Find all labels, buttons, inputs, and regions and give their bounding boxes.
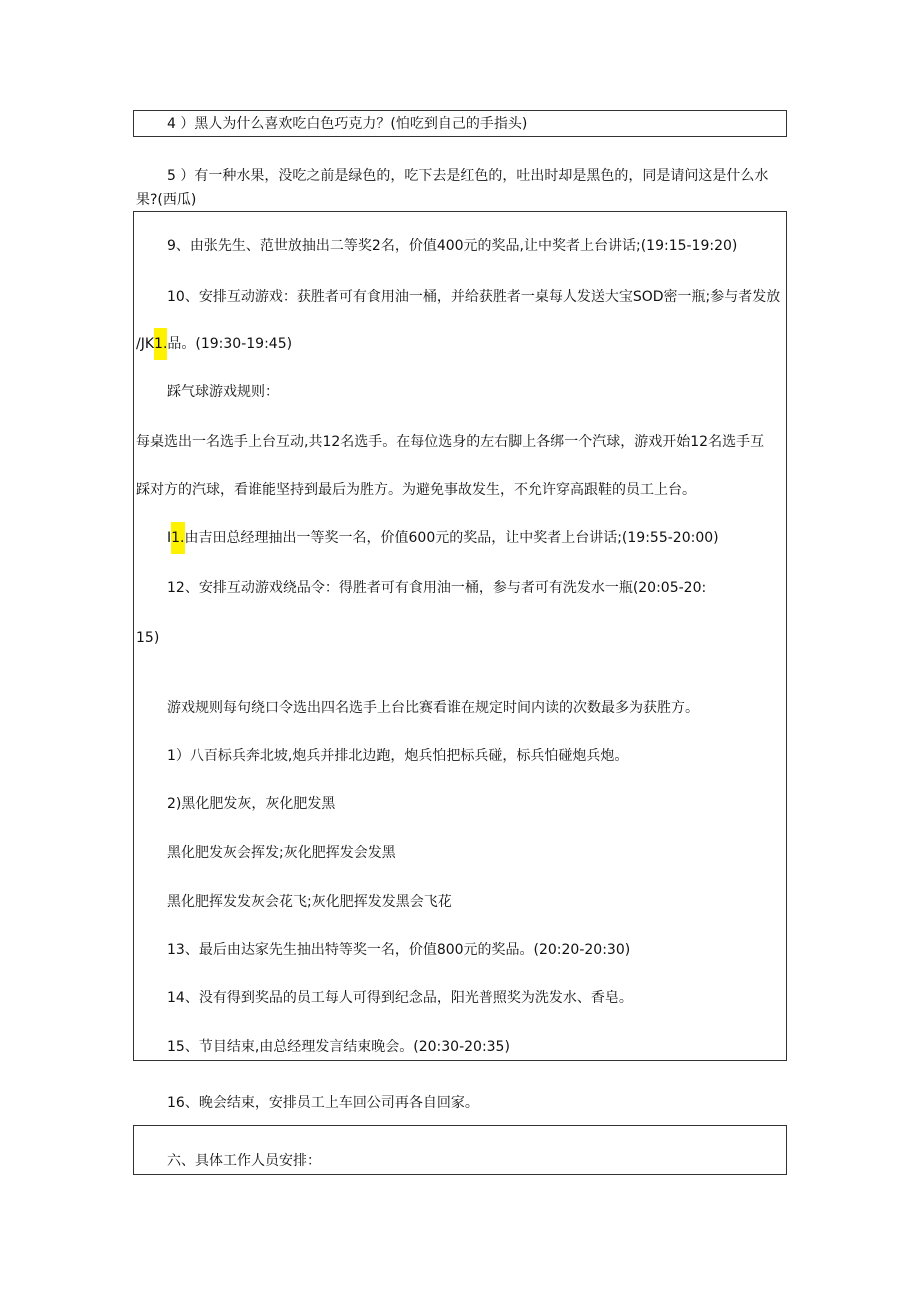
p11 (167, 528, 719, 548)
rules-line1: 每桌选出一名选手上台互动,共12名选手。在每位选身的左右脚上各绑一个汽球，游戏开始12名选手互 (136, 434, 765, 450)
item5-line2: 果?(西瓜) (136, 192, 197, 208)
tongue-twister-1: 1）八百标兵奔北坡,炮兵并排北边跑，炮兵怕把标兵碰，标兵怕碰炮兵炮。 (167, 748, 629, 764)
rules-line2: 踩对方的汽球，看谁能坚持到最后为胜方。为避免事故发生，不允许穿高跟鞋的员工上台。 (136, 482, 696, 498)
p9: 9、由张先生、范世放抽出二等奖2名，价值400元的奖品,让中奖者上台讲话;(19:15-19:20) (167, 238, 738, 254)
highlight-mark: 1. (171, 522, 184, 554)
p10-line2-suffix: 品。(19:30-19:45) (167, 336, 293, 352)
highlight-mark: 1. (154, 328, 167, 360)
p14: 14、没有得到奖品的员工每人可得到纪念品，阳光普照奖为洗发水、香皂。 (167, 990, 633, 1006)
tongue-twister-2c: 黑化肥挥发发灰会花飞;灰化肥挥发发黑会飞花 (167, 894, 452, 910)
p10-line2 (136, 334, 292, 354)
p16: 16、晚会结束，安排员工上车回公司再各自回家。 (167, 1095, 479, 1111)
p12-line2: 15) (136, 630, 160, 646)
game-rules: 游戏规则每句绕口令选出四名选手上台比赛看谁在规定时间内读的次数最多为获胜方。 (167, 700, 699, 716)
p15: 15、节目结束,由总经理发言结束晚会。(20:30-20:35) (167, 1039, 510, 1055)
p11-prefix: I (167, 530, 172, 546)
p12-line1: 12、安排互动游戏绕品令：得胜者可有食用油一桶，参与者可有洗发水一瓶(20:05-20: (167, 580, 707, 596)
item5-line1: 5 ）有一种水果，没吃之前是绿色的，吃下去是红色的，吐出时却是黑色的，同是请问这是什么水 (167, 168, 769, 184)
p11-text: 由吉田总经理抽出一等奖一名，价值600元的奖品，让中奖者上台讲话;(19:55-20:00) (184, 530, 719, 546)
p13: 13、最后由达家先生抽出特等奖一名，价值800元的奖品。(20:20-20:30) (167, 942, 631, 958)
tongue-twister-2: 2)黑化肥发灰，灰化肥发黑 (167, 796, 336, 812)
p10-line1: 10、安排互动游戏：获胜者可有食用油一桶，并给获胜者一桌每人发送大宝SOD密一瓶;参与者发放 (167, 289, 781, 305)
section6-heading: 六、具体工作人员安排： (167, 1153, 321, 1169)
p10-line2-prefix: /JK (136, 336, 155, 352)
tongue-twister-2b: 黑化肥发灰会挥发;灰化肥挥发会发黑 (167, 845, 396, 861)
rules-title: 踩气球游戏规则： (167, 384, 279, 400)
item4-text: 4 ）黑人为什么喜欢吃白色巧克力？(怕吃到自己的手指头) (167, 116, 528, 132)
